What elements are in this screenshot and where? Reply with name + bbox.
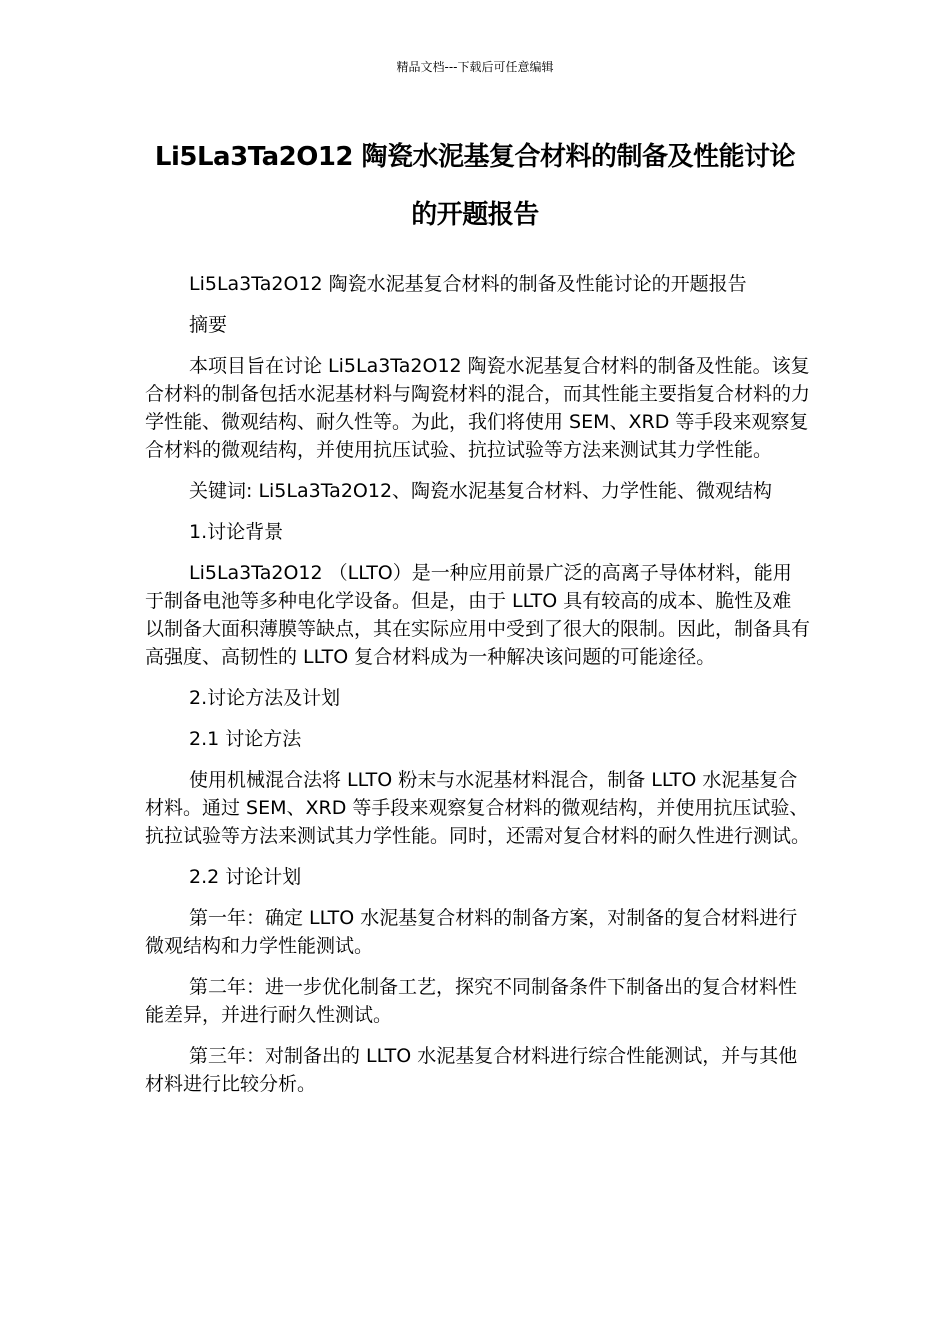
subsection-heading-plan: 2.2 讨论计划 <box>189 866 302 888</box>
paragraph-plan-year2: 第二年：进一步优化制备工艺，探究不同制备条件下制备出的复合材料性能差异，并进行耐久性测试。 <box>145 976 798 1026</box>
section-heading-background: 1.讨论背景 <box>189 521 284 543</box>
section-heading-methods-plan: 2.讨论方法及计划 <box>189 687 341 709</box>
header-note: 精品文档---下载后可任意编辑 <box>396 60 554 74</box>
paragraph-report-title: Li5La3Ta2O12 陶瓷水泥基复合材料的制备及性能讨论的开题报告 <box>189 273 747 295</box>
paragraph-methods: 使用机械混合法将 LLTO 粉末与水泥基材料混合，制备 LLTO 水泥基复合材料。通过 SEM、XRD 等手段来观察复合材料的微观结构，并使用抗压试验、抗拉试验等方法来测试其力学性能。同时，还需对复合材料的耐久性进行测试。 <box>145 769 811 847</box>
paragraph-plan-year1: 第一年：确定 LLTO 水泥基复合材料的制备方案，对制备的复合材料进行微观结构和力学性能测试。 <box>145 907 798 957</box>
document-body <box>145 270 810 1111</box>
paragraph-abstract: 本项目旨在讨论 Li5La3Ta2O12 陶瓷水泥基复合材料的制备及性能。该复合材料的制备包括水泥基材料与陶瓷材料的混合，而其性能主要指复合材料的力学性能、微观结构、耐久性等。为此，我们将使用 SEM、XRD 等手段来观察复合材料的微观结构，并使用抗压试验、抗拉试验等方法来测试其力学性能。 <box>145 355 811 461</box>
paragraph-abstract-heading: 摘要 <box>189 314 228 336</box>
document-title: Li5La3Ta2O12 陶瓷水泥基复合材料的制备及性能讨论的开题报告 <box>154 142 796 230</box>
paragraph-plan-year3: 第三年：对制备出的 LLTO 水泥基复合材料进行综合性能测试，并与其他材料进行比较分析。 <box>145 1045 798 1095</box>
subsection-heading-methods: 2.1 讨论方法 <box>189 728 302 750</box>
paragraph-background: Li5La3Ta2O12 （LLTO）是一种应用前景广泛的高离子导体材料，能用于制备电池等多种电化学设备。但是，由于 LLTO 具有较高的成本、脆性及难以制备大面积薄膜等缺点，其在实际应用中受到了很大的限制。因此，制备具有高强度、高韧性的 LLTO 复合材料成为一种解决该问题的可能途径。 <box>145 562 811 668</box>
paragraph-keywords: 关键词: Li5La3Ta2O12、陶瓷水泥基复合材料、力学性能、微观结构 <box>189 480 773 502</box>
